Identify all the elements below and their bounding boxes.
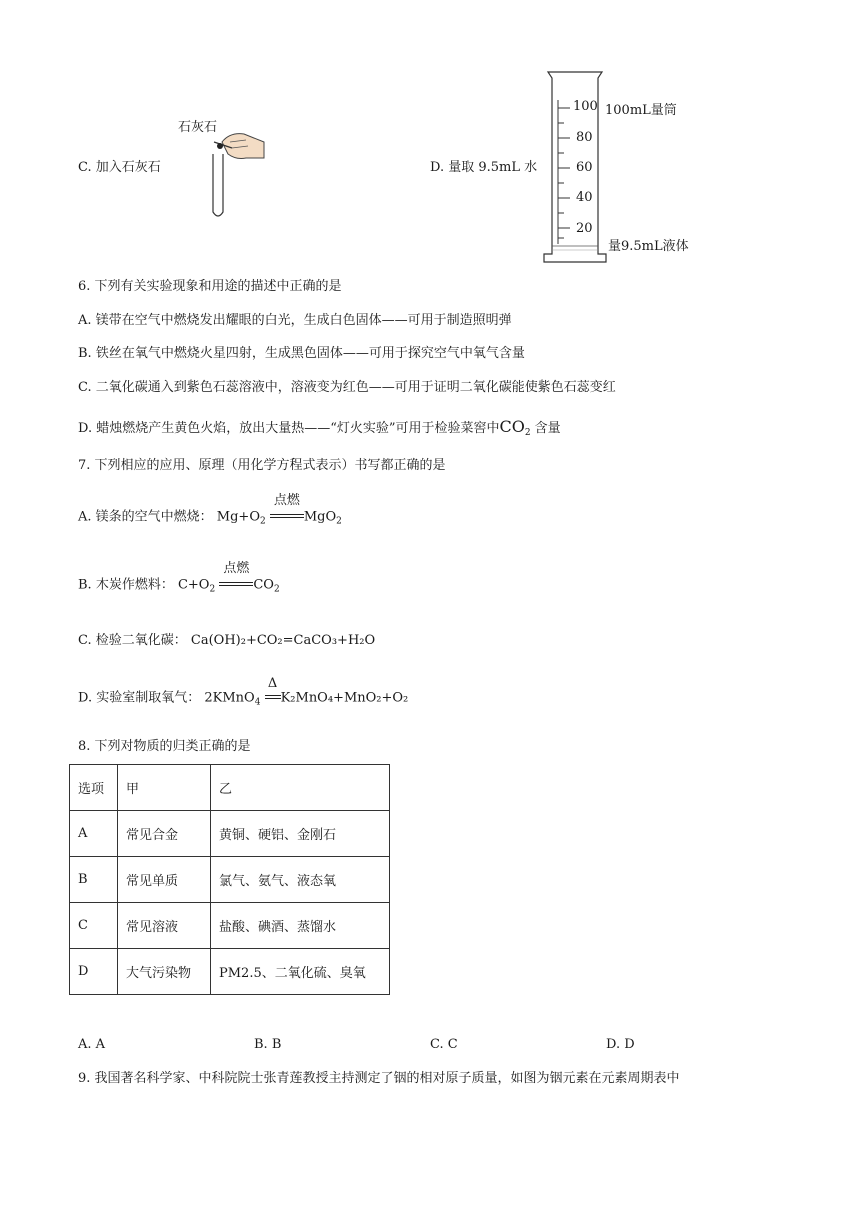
q7-b-right: CO [253,577,274,593]
q9-stem: 9. 我国著名科学家、中科院院士张青莲教授主持测定了铟的相对原子质量，如图为铟元素在元素周期表中 [78,1071,680,1086]
q5-option-c: C. 加入石灰石 [78,160,161,175]
q6-option-a: A. 镁带在空气中燃烧发出耀眼的白光，生成白色固体——可用于制造照明弹 [78,313,512,328]
q7-option-d [78,676,409,708]
q7-d-label: D. 实验室制取氧气： [78,690,201,706]
co2-formula: CO [499,417,525,436]
q5-option-d: D. 量取 9.5mL 水 [430,160,538,175]
q7-a-equals [270,493,304,526]
limestone-caption: 石灰石 [178,120,218,135]
tick-40: 40 [576,190,593,205]
q8-option-d: D. D [606,1037,635,1052]
q7-b-left-sub: 2 [209,584,216,595]
test-tube-hand-illustration [200,128,270,220]
q7-d-equals [265,676,281,707]
table-cell: 常见溶液 [118,903,211,949]
table-cell: 黄铜、硬铝、金刚石 [211,811,390,857]
graduated-cylinder-illustration [540,68,610,266]
q6-option-b: B. 铁丝在氧气中燃烧火星四射，生成黑色固体——可用于探究空气中氧气含量 [78,346,525,361]
tick-80: 80 [576,130,593,145]
q6-stem: 6. 下列有关实验现象和用途的描述中正确的是 [78,279,342,294]
cylinder-reading: 量9.5mL液体 [608,239,689,254]
table-cell: PM2.5、二氧化硫、臭氧 [211,949,390,995]
table-row [70,857,390,903]
table-cell: A [70,811,118,857]
q7-a-left-sub: 2 [259,516,266,527]
q7-b-left: C+O [177,577,210,593]
table-cell: 盐酸、碘酒、蒸馏水 [211,903,390,949]
q7-a-label: A. 镁条的空气中燃烧： [78,509,213,525]
q7-option-c [78,632,375,650]
q7-d-condition: Δ [267,676,278,691]
q6-d-suffix: 含量 [534,421,561,436]
q8-option-b: B. B [254,1037,282,1052]
q6-option-c: C. 二氧化碳通入到紫色石蕊溶液中，溶液变为红色——可用于证明二氧化碳能使紫色石蕊变红 [78,380,616,395]
tick-20: 20 [576,221,593,236]
q7-a-right: MgO [303,509,337,525]
q7-b-equals [219,561,253,594]
q7-d-right: K₂MnO₄+MnO₂+O₂ [280,690,409,706]
q6-d-text: D. 蜡烛燃烧产生黄色火焰，放出大量热——“灯火实验”可用于检验菜窖中 [78,421,500,436]
q7-option-a [78,493,342,527]
table-cell: 常见单质 [118,857,211,903]
cylinder-name: 100mL量筒 [605,103,677,118]
table-row [70,811,390,857]
table-header: 选项 [70,765,118,811]
table-cell: 常见合金 [118,811,211,857]
q8-stem: 8. 下列对物质的归类正确的是 [78,739,251,754]
q8-option-a: A. A [78,1037,106,1052]
tick-100: 100 [573,99,598,114]
tick-60: 60 [576,160,593,175]
table-cell: C [70,903,118,949]
table-row [70,903,390,949]
q7-c-label: C. 检验二氧化碳： [78,633,187,648]
q7-option-b [78,561,280,595]
q7-d-left-sub: 4 [254,697,261,708]
table-header: 乙 [211,765,390,811]
q7-a-left: Mg+O [216,509,260,525]
q6-option-d [78,418,561,438]
table-header: 甲 [118,765,211,811]
q7-c-equation: Ca(OH)₂+CO₂=CaCO₃+H₂O [190,633,376,648]
classification-table [69,764,390,995]
q7-a-condition: 点燃 [273,493,300,508]
table-header-row [70,765,390,811]
table-cell: D [70,949,118,995]
table-cell: 大气污染物 [118,949,211,995]
co2-subscript: 2 [524,428,531,438]
q7-b-condition: 点燃 [223,561,250,576]
q7-b-right-sub: 2 [273,584,280,595]
q7-d-left: 2KMnO [204,690,255,706]
q8-option-c: C. C [430,1037,458,1052]
q7-a-right-sub: 2 [336,516,342,527]
table-cell: B [70,857,118,903]
table-cell: 氯气、氨气、液态氧 [211,857,390,903]
q7-stem: 7. 下列相应的应用、原理（用化学方程式表示）书写都正确的是 [78,458,446,473]
q7-b-label: B. 木炭作燃料： [78,577,174,593]
table-row [70,949,390,995]
